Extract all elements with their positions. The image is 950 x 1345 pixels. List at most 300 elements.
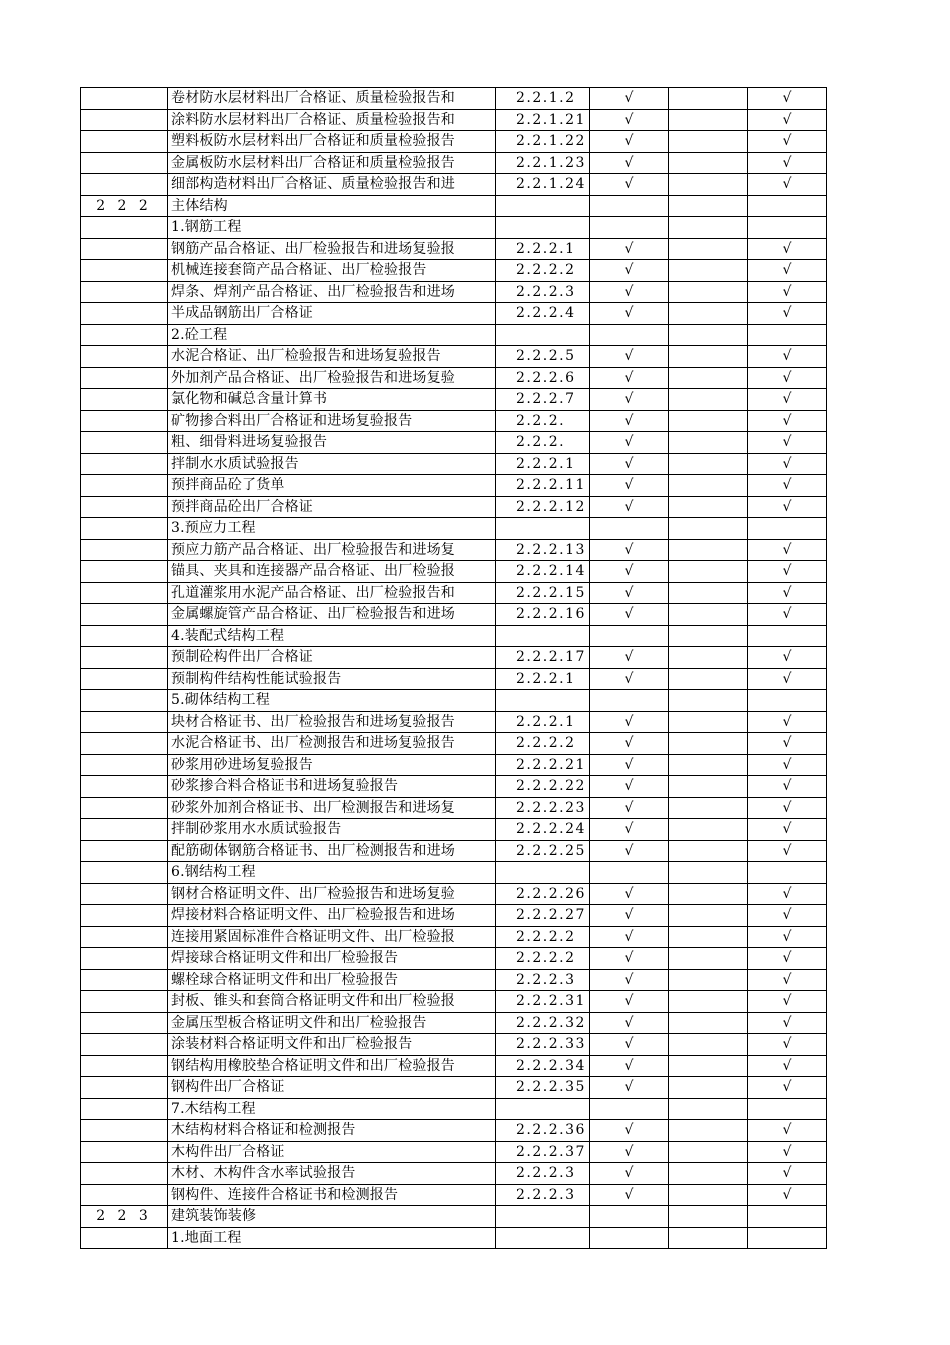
item-name-cell: 预制构件结构性能试验报告 [168,668,496,690]
section-number-cell [81,475,168,497]
check-cell-2 [669,260,748,282]
check-cell-1: √ [590,152,669,174]
table-row [81,1206,827,1228]
check-cell-1: √ [590,1141,669,1163]
item-name-cell: 矿物掺合料出厂合格证和进场复验报告 [168,410,496,432]
item-name-cell: 涂装材料合格证明文件和出厂检验报告 [168,1034,496,1056]
check-cell-3 [748,518,827,540]
item-code-cell: 2.2.2.2 [496,926,590,948]
check-cell-1: √ [590,1012,669,1034]
section-number-cell [81,1141,168,1163]
check-cell-1: √ [590,109,669,131]
item-code-cell: 2.2.2.1 [496,711,590,733]
table-row [81,367,827,389]
item-name-cell: 钢材合格证明文件、出厂检验报告和进场复验 [168,883,496,905]
check-cell-3 [748,324,827,346]
check-cell-3: √ [748,1141,827,1163]
check-cell-1 [590,862,669,884]
item-name-cell: 预应力筋产品合格证、出厂检验报告和进场复 [168,539,496,561]
item-code-cell [496,324,590,346]
section-number-cell [81,432,168,454]
table-row [81,776,827,798]
table-row [81,238,827,260]
table-row [81,174,827,196]
section-number-cell [81,1098,168,1120]
section-number-cell [81,1120,168,1142]
check-cell-3: √ [748,1077,827,1099]
check-cell-1: √ [590,238,669,260]
check-cell-3: √ [748,1012,827,1034]
table-row [81,281,827,303]
check-cell-2 [669,174,748,196]
check-cell-2 [669,238,748,260]
table-row [81,496,827,518]
check-cell-3: √ [748,1055,827,1077]
check-cell-2 [669,281,748,303]
section-number-cell [81,969,168,991]
check-cell-3: √ [748,109,827,131]
section-number-cell [81,883,168,905]
check-cell-2 [669,690,748,712]
check-cell-2 [669,1055,748,1077]
check-cell-2 [669,582,748,604]
check-cell-1: √ [590,776,669,798]
check-cell-2 [669,518,748,540]
item-name-cell: 1.钢筋工程 [168,217,496,239]
table-row [81,625,827,647]
section-number-cell [81,776,168,798]
check-cell-3: √ [748,948,827,970]
check-cell-2 [669,475,748,497]
table-row [81,152,827,174]
item-name-cell: 木构件出厂合格证 [168,1141,496,1163]
table-row [81,604,827,626]
section-number-cell [81,303,168,325]
check-cell-1: √ [590,539,669,561]
check-cell-2 [669,883,748,905]
section-number-cell [81,174,168,196]
check-cell-3: √ [748,152,827,174]
check-cell-3: √ [748,733,827,755]
check-cell-3: √ [748,389,827,411]
table-row [81,1163,827,1185]
section-number-cell [81,518,168,540]
check-cell-3: √ [748,883,827,905]
item-code-cell: 2.2.2.3 [496,1184,590,1206]
item-name-cell: 螺栓球合格证明文件和出厂检验报告 [168,969,496,991]
check-cell-1: √ [590,969,669,991]
check-cell-2 [669,1227,748,1249]
check-cell-2 [669,733,748,755]
check-cell-3: √ [748,1184,827,1206]
table-row [81,1120,827,1142]
section-number-cell [81,389,168,411]
check-cell-1: √ [590,131,669,153]
check-cell-2 [669,1077,748,1099]
table-row [81,1012,827,1034]
section-number-cell [81,819,168,841]
check-cell-1: √ [590,647,669,669]
item-code-cell: 2.2.2.17 [496,647,590,669]
table-row [81,1141,827,1163]
table-row [81,969,827,991]
item-code-cell [496,625,590,647]
check-cell-3: √ [748,475,827,497]
item-code-cell: 2.2.1.21 [496,109,590,131]
check-cell-3: √ [748,496,827,518]
check-cell-3: √ [748,991,827,1013]
item-code-cell: 2.2.2.2 [496,260,590,282]
document-table [80,87,827,1249]
check-cell-3: √ [748,88,827,110]
item-code-cell: 2.2.2.14 [496,561,590,583]
check-cell-2 [669,432,748,454]
check-cell-3: √ [748,303,827,325]
check-cell-3 [748,217,827,239]
check-cell-1: √ [590,346,669,368]
item-code-cell: 2.2.2.24 [496,819,590,841]
item-code-cell: 2.2.2.2 [496,733,590,755]
table-row [81,453,827,475]
section-number-cell [81,131,168,153]
item-code-cell: 2.2.2.32 [496,1012,590,1034]
check-cell-3: √ [748,647,827,669]
check-cell-2 [669,109,748,131]
check-cell-3: √ [748,453,827,475]
check-cell-3 [748,1227,827,1249]
check-cell-1 [590,690,669,712]
section-number-cell [81,561,168,583]
table-row [81,410,827,432]
check-cell-3: √ [748,776,827,798]
check-cell-3: √ [748,797,827,819]
table-body [81,88,827,1249]
table-row [81,819,827,841]
item-name-cell: 水泥合格证书、出厂检测报告和进场复验报告 [168,733,496,755]
check-cell-2 [669,1141,748,1163]
item-code-cell: 2.2.2.3 [496,1163,590,1185]
section-number-cell [81,1012,168,1034]
item-name-cell: 外加剂产品合格证、出厂检验报告和进场复验 [168,367,496,389]
check-cell-2 [669,668,748,690]
item-name-cell: 涂料防水层材料出厂合格证、质量检验报告和 [168,109,496,131]
table-row [81,475,827,497]
section-number-cell [81,1184,168,1206]
table-row [81,840,827,862]
check-cell-2 [669,453,748,475]
check-cell-2 [669,1012,748,1034]
check-cell-2 [669,410,748,432]
check-cell-2 [669,862,748,884]
check-cell-1: √ [590,1163,669,1185]
section-number-cell [81,1055,168,1077]
check-cell-2 [669,324,748,346]
check-cell-3: √ [748,604,827,626]
item-code-cell [496,1206,590,1228]
table-row [81,754,827,776]
check-cell-2 [669,776,748,798]
item-code-cell: 2.2.2.1 [496,668,590,690]
section-number-cell [81,88,168,110]
check-cell-3: √ [748,281,827,303]
check-cell-2 [669,711,748,733]
item-code-cell: 2.2.1.24 [496,174,590,196]
table-row [81,217,827,239]
check-cell-1: √ [590,1055,669,1077]
item-code-cell: 2.2.1.2 [496,88,590,110]
item-name-cell: 木结构材料合格证和检测报告 [168,1120,496,1142]
table-row [81,1055,827,1077]
item-code-cell: 2.2.2. [496,410,590,432]
check-cell-2 [669,1098,748,1120]
check-cell-3: √ [748,367,827,389]
check-cell-1: √ [590,991,669,1013]
check-cell-3: √ [748,668,827,690]
item-code-cell: 2.2.2.31 [496,991,590,1013]
section-number-cell: 2 2 3 [81,1206,168,1228]
table-row [81,88,827,110]
item-code-cell: 2.2.2.5 [496,346,590,368]
table-row [81,690,827,712]
section-number-cell [81,733,168,755]
item-name-cell: 6.钢结构工程 [168,862,496,884]
check-cell-1: √ [590,1184,669,1206]
table-row [81,324,827,346]
check-cell-2 [669,1184,748,1206]
item-code-cell [496,195,590,217]
table-row [81,883,827,905]
item-code-cell: 2.2.2.15 [496,582,590,604]
table-row [81,647,827,669]
section-number-cell [81,797,168,819]
section-number-cell: 2 2 2 [81,195,168,217]
table-row [81,131,827,153]
item-name-cell: 锚具、夹具和连接器产品合格证、出厂检验报 [168,561,496,583]
check-cell-3 [748,1206,827,1228]
table-row [81,303,827,325]
item-code-cell: 2.2.1.23 [496,152,590,174]
item-code-cell: 2.2.2.37 [496,1141,590,1163]
item-name-cell: 金属压型板合格证明文件和出厂检验报告 [168,1012,496,1034]
item-name-cell: 2.砼工程 [168,324,496,346]
section-number-cell [81,238,168,260]
check-cell-1: √ [590,883,669,905]
check-cell-1: √ [590,174,669,196]
item-name-cell: 砂浆掺合料合格证书和进场复验报告 [168,776,496,798]
item-code-cell [496,690,590,712]
item-name-cell: 预制砼构件出厂合格证 [168,647,496,669]
check-cell-2 [669,969,748,991]
check-cell-3: √ [748,432,827,454]
check-cell-1: √ [590,711,669,733]
item-name-cell: 主体结构 [168,195,496,217]
table-row [81,862,827,884]
check-cell-3 [748,1098,827,1120]
check-cell-3: √ [748,174,827,196]
check-cell-1: √ [590,905,669,927]
item-name-cell: 焊接材料合格证明文件、出厂检验报告和进场 [168,905,496,927]
section-number-cell [81,991,168,1013]
check-cell-2 [669,819,748,841]
item-name-cell: 拌制砂浆用水水质试验报告 [168,819,496,841]
section-number-cell [81,926,168,948]
check-cell-2 [669,625,748,647]
table-row [81,260,827,282]
table-row [81,905,827,927]
section-number-cell [81,496,168,518]
check-cell-3: √ [748,969,827,991]
check-cell-2 [669,1034,748,1056]
section-number-cell [81,668,168,690]
item-name-cell: 砂浆用砂进场复验报告 [168,754,496,776]
item-code-cell: 2.2.2.12 [496,496,590,518]
table-row [81,582,827,604]
item-name-cell: 钢构件、连接件合格证书和检测报告 [168,1184,496,1206]
item-code-cell: 2.2.2.1 [496,453,590,475]
check-cell-1 [590,1227,669,1249]
check-cell-3: √ [748,131,827,153]
check-cell-2 [669,1206,748,1228]
section-number-cell [81,109,168,131]
check-cell-3: √ [748,582,827,604]
item-code-cell [496,1098,590,1120]
check-cell-3: √ [748,1163,827,1185]
table-row [81,948,827,970]
check-cell-2 [669,539,748,561]
check-cell-2 [669,152,748,174]
item-name-cell: 水泥合格证、出厂检验报告和进场复验报告 [168,346,496,368]
check-cell-1: √ [590,797,669,819]
table-row [81,561,827,583]
table-row [81,668,827,690]
check-cell-1: √ [590,303,669,325]
check-cell-2 [669,647,748,669]
check-cell-2 [669,926,748,948]
check-cell-2 [669,948,748,970]
item-code-cell: 2.2.2. [496,432,590,454]
table-row [81,109,827,131]
table-row [81,518,827,540]
table-row [81,711,827,733]
table-row [81,539,827,561]
check-cell-1: √ [590,668,669,690]
section-number-cell [81,152,168,174]
item-code-cell: 2.2.2.3 [496,281,590,303]
check-cell-2 [669,754,748,776]
check-cell-1: √ [590,281,669,303]
item-name-cell: 拌制水水质试验报告 [168,453,496,475]
section-number-cell [81,754,168,776]
check-cell-2 [669,496,748,518]
section-number-cell [81,862,168,884]
check-cell-1: √ [590,926,669,948]
check-cell-3: √ [748,840,827,862]
check-cell-1: √ [590,367,669,389]
check-cell-2 [669,561,748,583]
check-cell-2 [669,991,748,1013]
check-cell-3: √ [748,1120,827,1142]
check-cell-3: √ [748,561,827,583]
section-number-cell [81,281,168,303]
check-cell-3: √ [748,754,827,776]
table-row [81,195,827,217]
item-name-cell: 预拌商品砼了货单 [168,475,496,497]
check-cell-1: √ [590,432,669,454]
table-row [81,432,827,454]
check-cell-1 [590,1098,669,1120]
item-name-cell: 钢结构用橡胶垫合格证明文件和出厂检验报告 [168,1055,496,1077]
section-number-cell [81,1034,168,1056]
item-code-cell: 2.2.2.27 [496,905,590,927]
check-cell-1 [590,324,669,346]
item-code-cell: 2.2.2.11 [496,475,590,497]
section-number-cell [81,604,168,626]
item-name-cell: 焊条、焊剂产品合格证、出厂检验报告和进场 [168,281,496,303]
item-code-cell: 2.2.2.35 [496,1077,590,1099]
section-number-cell [81,260,168,282]
check-cell-3 [748,690,827,712]
check-cell-1: √ [590,88,669,110]
check-cell-1: √ [590,1120,669,1142]
check-cell-1: √ [590,754,669,776]
item-name-cell: 连接用紧固标准件合格证明文件、出厂检验报 [168,926,496,948]
table-row [81,389,827,411]
check-cell-2 [669,797,748,819]
section-number-cell [81,840,168,862]
check-cell-1 [590,625,669,647]
check-cell-3 [748,625,827,647]
item-code-cell: 2.2.2.22 [496,776,590,798]
check-cell-1: √ [590,260,669,282]
check-cell-2 [669,131,748,153]
table-row [81,1184,827,1206]
check-cell-2 [669,840,748,862]
check-cell-1: √ [590,840,669,862]
check-cell-3 [748,195,827,217]
item-code-cell: 2.2.1.22 [496,131,590,153]
section-number-cell [81,948,168,970]
table-row [81,991,827,1013]
item-code-cell: 2.2.2.23 [496,797,590,819]
item-name-cell: 1.地面工程 [168,1227,496,1249]
check-cell-1: √ [590,733,669,755]
item-name-cell: 封板、锥头和套筒合格证明文件和出厂检验报 [168,991,496,1013]
item-code-cell: 2.2.2.13 [496,539,590,561]
check-cell-2 [669,1120,748,1142]
section-number-cell [81,367,168,389]
table-row [81,1098,827,1120]
section-number-cell [81,1163,168,1185]
item-name-cell: 氯化物和碱总含量计算书 [168,389,496,411]
section-number-cell [81,582,168,604]
section-number-cell [81,647,168,669]
table-row [81,797,827,819]
item-code-cell: 2.2.2.4 [496,303,590,325]
item-name-cell: 4.装配式结构工程 [168,625,496,647]
item-name-cell: 卷材防水层材料出厂合格证、质量检验报告和 [168,88,496,110]
item-code-cell: 2.2.2.7 [496,389,590,411]
check-cell-3: √ [748,346,827,368]
item-code-cell [496,518,590,540]
section-number-cell [81,410,168,432]
check-cell-2 [669,1163,748,1185]
check-cell-3: √ [748,260,827,282]
item-name-cell: 半成品钢筋出厂合格证 [168,303,496,325]
check-cell-1: √ [590,496,669,518]
check-cell-2 [669,604,748,626]
item-name-cell: 建筑装饰装修 [168,1206,496,1228]
section-number-cell [81,625,168,647]
